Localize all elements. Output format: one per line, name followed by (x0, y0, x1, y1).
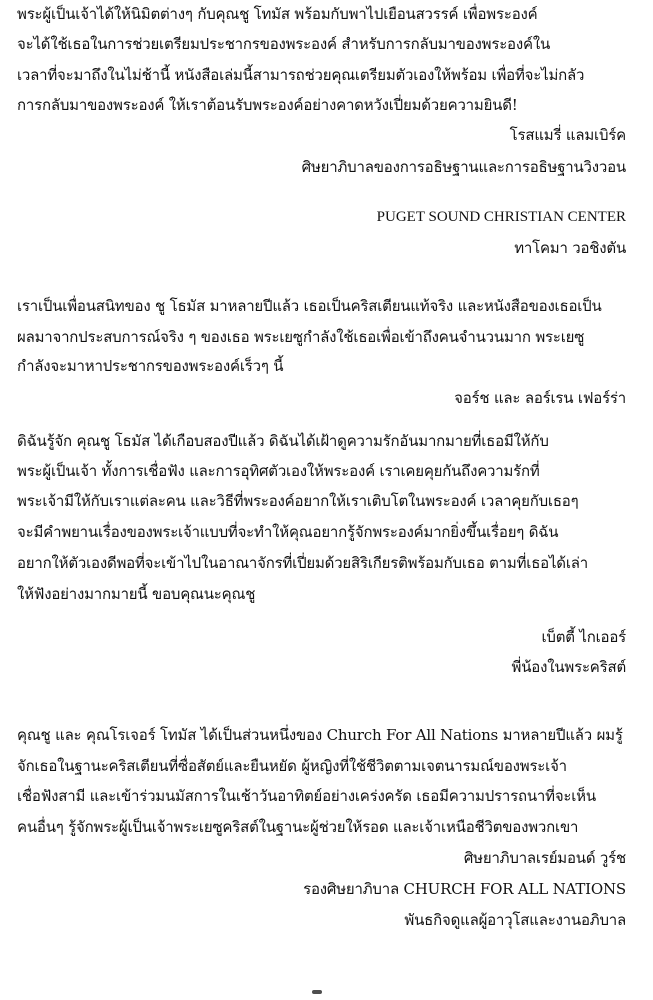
paragraph-line: เวลาที่จะมาถึงในไม่ช้านี้ หนังสือเล่มนี้สามารถช่วยคุณเตรียมตัวเองให้พร้อม เพื่อที่จะไม่กลัว (17, 66, 585, 84)
signature-name: เบ็ตตี้ ไกเออร์ (541, 628, 626, 646)
paragraph-line: อยากให้ตัวเองดีพอที่จะเข้าไปในอาณาจักรที่เปี่ยมด้วยสิริเกียรติพร้อมกับเธอ ตามที่เธอได้เล่า (17, 554, 588, 572)
signature-title: พี่น้องในพระคริสต์ (511, 658, 626, 676)
paragraph-line: เราเป็นเพื่อนสนิทของ ชู โธมัส มาหลายปีแล้ว เธอเป็นคริสเตียนแท้จริง และหนังสือของเธอเป็น (17, 297, 602, 315)
signature-title: ศิษยาภิบาลของการอธิษฐานและการอธิษฐานวิงวอน (301, 158, 626, 176)
paragraph-line: ผลมาจากประสบการณ์จริง ๆ ของเธอ พระเยซูกำลังใช้เธอเพื่อเข้าถึงคนจำนวนมาก พระเยซู (17, 328, 585, 346)
paragraph-line: คุณชู และ คุณโรเจอร์ โทมัส ได้เป็นส่วนหนึ่งของ Church For All Nations มาหลายปีแล้ว ผมรู้ (17, 726, 623, 744)
paragraph-line: ให้ฟังอย่างมากมายนี้ ขอบคุณนะคุณชู (17, 585, 256, 603)
signature-name: จอร์ช และ ลอร์เรน เฟอร์ร่า (454, 389, 626, 407)
signature-title: รองศิษยาภิบาล CHURCH FOR ALL NATIONS (303, 880, 626, 898)
paragraph-line: พระเจ้ามีให้กับเราแต่ละคน และวิธีที่พระองค์อยากให้เราเติบโตในพระองค์ เวลาคุยกับเธอๆ (17, 492, 579, 510)
scan-mark (312, 990, 322, 994)
paragraph-line: กำลังจะมาหาประชากรของพระองค์เร็วๆ นี้ (17, 357, 284, 375)
signature-name: โรสแมรี่ แลมเบิร์ค (509, 126, 626, 144)
paragraph-line: พระผู้เป็นเจ้าได้ให้นิมิตต่างๆ กับคุณชู โทมัส พร้อมกับพาไปเยือนสวรรค์ เพื่อพระองค์ (17, 5, 538, 23)
paragraph-line: การกลับมาของพระองค์ ให้เราต้อนรับพระองค์อย่างคาดหวังเปี่ยมด้วยความยินดี! (17, 96, 518, 114)
paragraph-line: จะมีคำพยานเรื่องของพระเจ้าแบบที่จะทำให้คุณอยากรู้จักพระองค์มากยิ่งขึ้นเรื่อยๆ ดิฉัน (17, 523, 559, 541)
signature-subtitle: พันธกิจดูแลผู้อาวุโสและงานอภิบาล (404, 911, 626, 929)
paragraph-line: พระผู้เป็นเจ้า ทั้งการเชื่อฟัง และการอุทิศตัวเองให้พระองค์ เราเคยคุยกันถึงความรักที่ (17, 462, 540, 480)
signature-organization: PUGET SOUND CHRISTIAN CENTER (376, 209, 626, 225)
paragraph-line: ดิฉันรู้จัก คุณชู โธมัส ได้เกือบสองปีแล้ว ดิฉันได้เฝ้าดูความรักอันมากมายที่เธอมีให้กับ (17, 432, 549, 450)
paragraph-line: จักเธอในฐานะคริสเตียนที่ซื่อสัตย์และยืนหยัด ผู้หญิงที่ใช้ชีวิตตามเจตนารมณ์ของพระเจ้า (17, 757, 567, 775)
paragraph-line: จะได้ใช้เธอในการช่วยเตรียมประชากรของพระองค์ สำหรับการกลับมาของพระองค์ใน (17, 35, 551, 53)
paragraph-line: คนอื่นๆ รู้จักพระผู้เป็นเจ้าพระเยซูคริสต์ในฐานะผู้ช่วยให้รอด และเจ้าเหนือชีวิตของพวกเขา (17, 818, 579, 836)
paragraph-line: เชื่อฟังสามี และเข้าร่วมนมัสการในเช้าวันอาทิตย์อย่างเคร่งครัด เธอมีความปรารถนาที่จะเห็น (17, 787, 596, 805)
signature-name: ศิษยาภิบาลเรย์มอนด์ วูร์ช (463, 849, 626, 867)
signature-location: ทาโคมา วอชิงตัน (514, 239, 626, 257)
